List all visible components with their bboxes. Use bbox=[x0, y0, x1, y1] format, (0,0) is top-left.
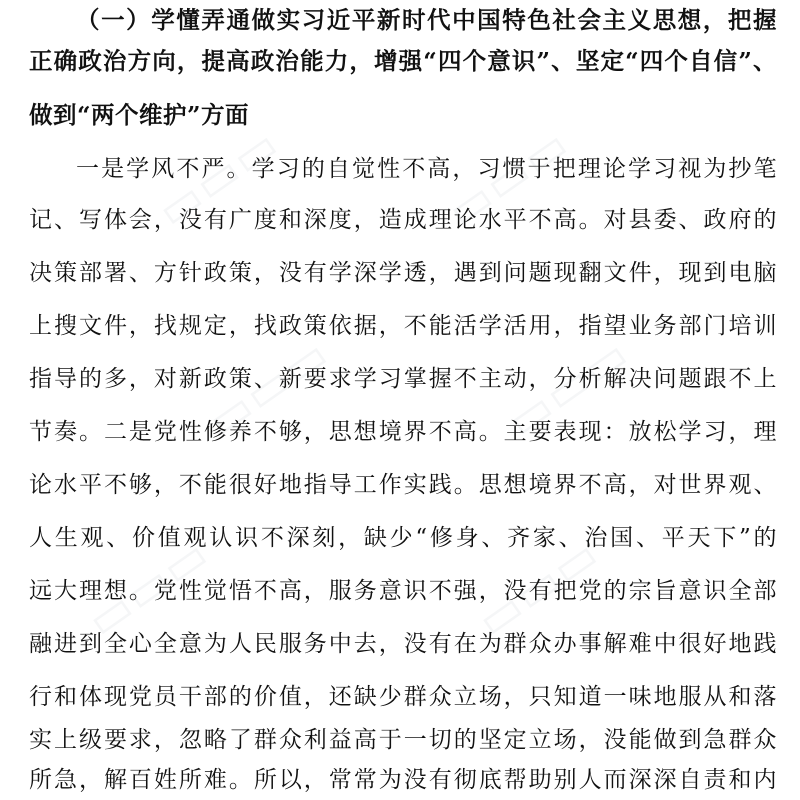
body-line-10: 融进到全心全意为人民服务中去，没有在为群众办事解难中很好地践 bbox=[29, 631, 777, 657]
body-line-13: 所急，解百姓所难。所以，常常为没有彻底帮助别人而深深自责和内 bbox=[29, 767, 777, 793]
body-line-3: 决策部署、方针政策，没有学深学透，遇到问题现翻文件，现到电脑 bbox=[29, 260, 777, 286]
body-line-11: 行和体现党员干部的价值，还缺少群众立场，只知道一味地服从和落 bbox=[29, 684, 777, 710]
body-line-6: 节奏。二是党性修养不够，思想境界不高。主要表现：放松学习，理 bbox=[29, 419, 777, 445]
watermark: ▭▭▭ bbox=[146, 115, 290, 239]
watermark: ▭▭▭ bbox=[496, 325, 640, 449]
body-line-2: 记、写体会，没有广度和深度，造成理论水平不高。对县委、政府的 bbox=[29, 207, 777, 233]
watermark: ▭▭▭ bbox=[466, 525, 610, 649]
body-line-1: 一是学风不严。学习的自觉性不高，习惯于把理论学习视为抄笔 bbox=[76, 156, 777, 182]
watermark: ▭▭▭ bbox=[76, 525, 220, 649]
body-line-9: 远大理想。党性觉悟不高，服务意识不强，没有把党的宗旨意识全部 bbox=[29, 578, 777, 604]
section-heading-line-2: 正确政治方向，提高政治能力，增强“四个意识”、坚定“四个自信”、 bbox=[29, 47, 777, 75]
body-line-7: 论水平不够，不能很好地指导工作实践。思想境界不高，对世界观、 bbox=[29, 472, 777, 498]
section-heading-line-3: 做到“两个维护”方面 bbox=[29, 101, 250, 129]
section-heading-line-1: （一）学懂弄通做实习近平新时代中国特色社会主义思想，把握 bbox=[76, 6, 777, 34]
body-line-8: 人生观、价值观认识不深刻，缺少“修身、齐家、治国、平天下”的 bbox=[29, 525, 777, 551]
watermark: ▭▭▭ bbox=[196, 325, 340, 449]
body-line-12: 实上级要求，忽略了群众利益高于一切的坚定立场，没能做到急群众 bbox=[29, 727, 777, 753]
body-line-4: 上搜文件，找规定，找政策依据，不能活学活用，指望业务部门培训 bbox=[29, 313, 777, 339]
body-line-5: 指导的多，对新政策、新要求学习掌握不主动，分析解决问题跟不上 bbox=[29, 366, 777, 392]
watermark: ▭▭▭ bbox=[436, 115, 580, 239]
